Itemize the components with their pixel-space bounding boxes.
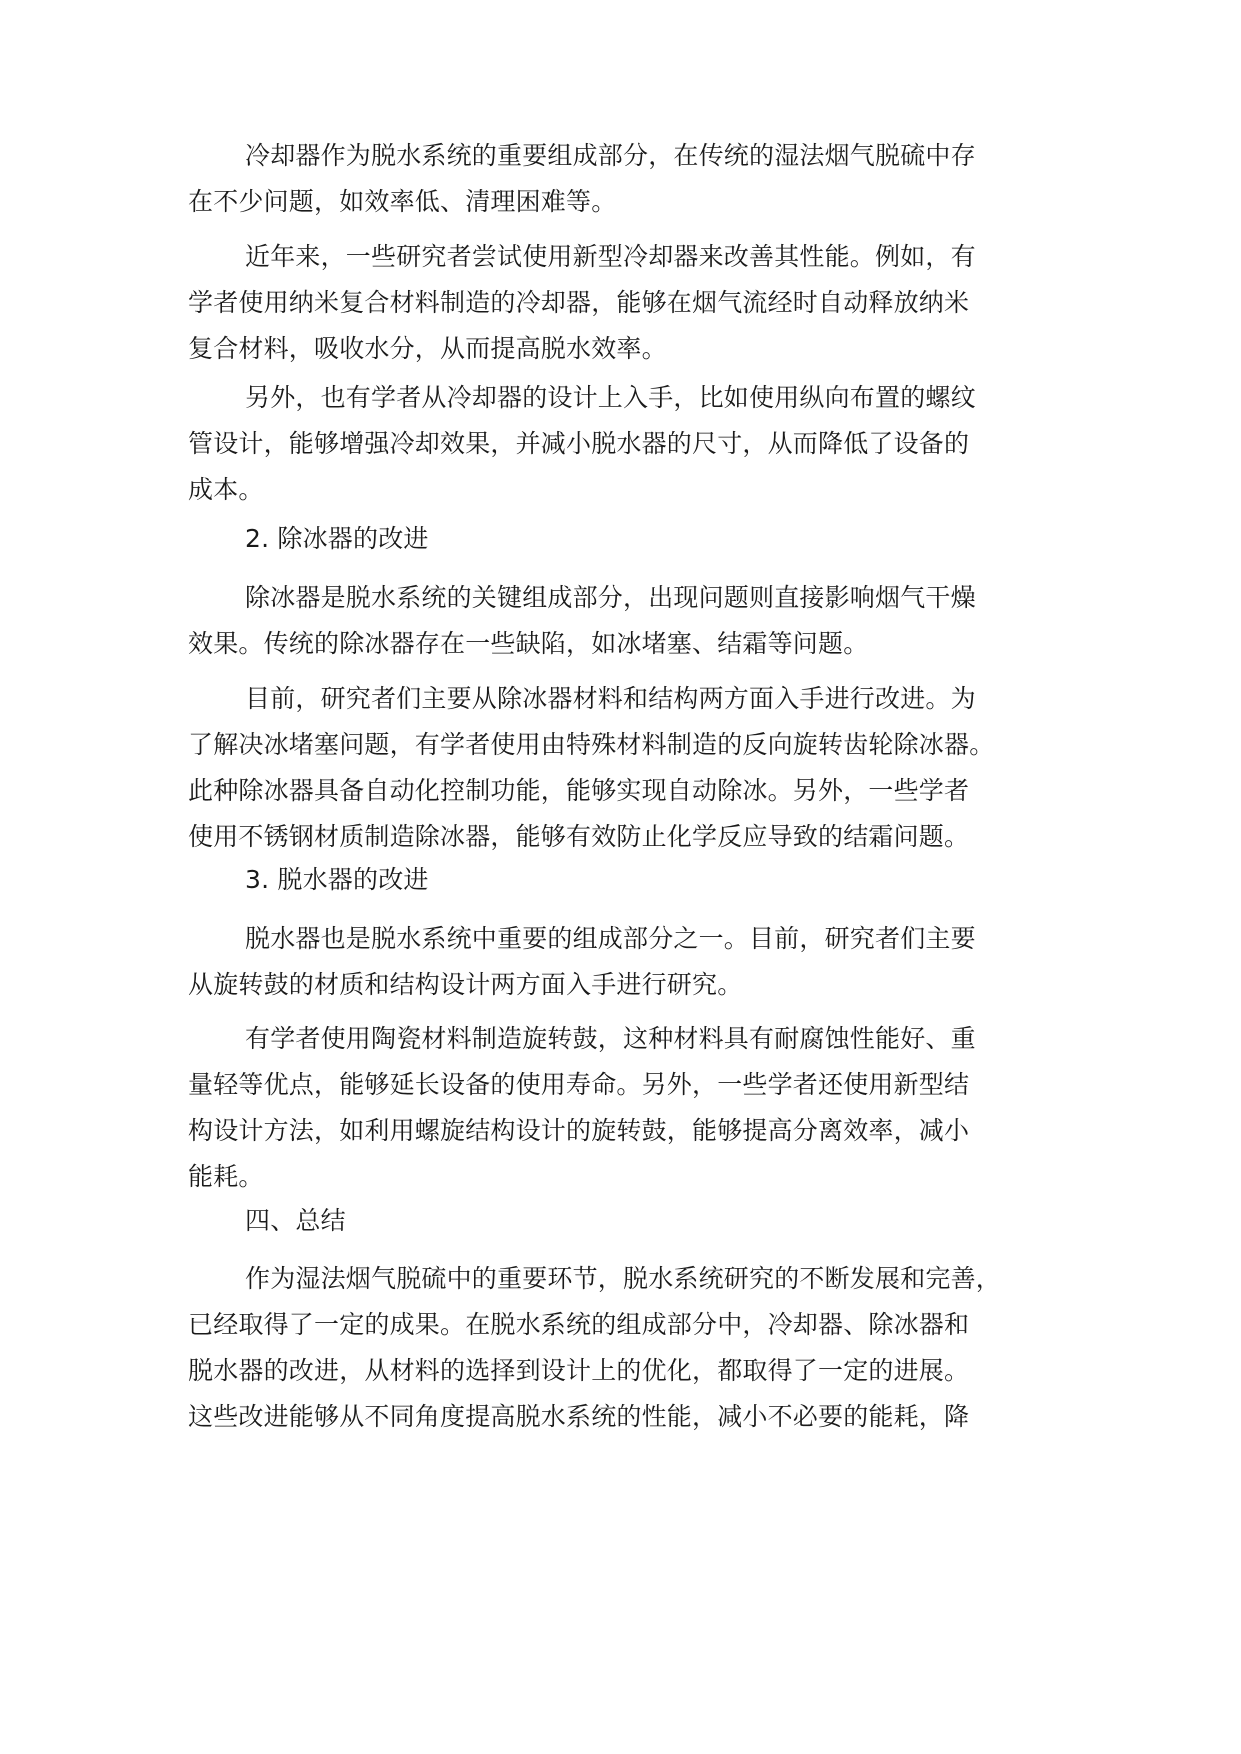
text-line: 这些改进能够从不同角度提高脱水系统的性能，减小不必要的能耗，降 (188, 1402, 970, 1431)
paragraph-cooler-design (188, 375, 1088, 513)
text-line: 近年来，一些研究者尝试使用新型冷却器来改善其性能。例如，有 (245, 242, 976, 271)
text-line: 除冰器是脱水系统的关键组成部分，出现问题则直接影响烟气干燥 (245, 583, 976, 612)
text-line: 从旋转鼓的材质和结构设计两方面入手进行研究。 (188, 970, 743, 999)
section-heading: 2. 除冰器的改进 (245, 524, 429, 553)
section-heading: 3. 脱水器的改进 (245, 865, 429, 894)
text-line: 此种除冰器具备自动化控制功能，能够实现自动除冰。另外，一些学者 (188, 776, 970, 805)
text-line: 另外，也有学者从冷却器的设计上入手，比如使用纵向布置的螺纹 (245, 383, 976, 412)
paragraph-dehydrator-intro (188, 916, 1088, 1008)
heading-summary (188, 1198, 1088, 1244)
text-line: 能耗。 (188, 1162, 264, 1191)
paragraph-cooler-intro (188, 133, 1088, 225)
paragraph-dehydrator-ceramic (188, 1016, 1088, 1200)
text-line: 构设计方法，如利用螺旋结构设计的旋转鼓，能够提高分离效率，减小 (188, 1116, 970, 1145)
text-line: 复合材料，吸收水分，从而提高脱水效率。 (188, 334, 667, 363)
text-line: 作为湿法烟气脱硫中的重要环节，脱水系统研究的不断发展和完善， (245, 1264, 1002, 1293)
heading-dehydrator (188, 857, 1088, 903)
text-line: 量轻等优点，能够延长设备的使用寿命。另外，一些学者还使用新型结 (188, 1070, 970, 1099)
paragraph-cooler-nano (188, 234, 1088, 372)
text-line: 学者使用纳米复合材料制造的冷却器，能够在烟气流经时自动释放纳米 (188, 288, 970, 317)
text-line: 成本。 (188, 475, 264, 504)
section-heading: 四、总结 (245, 1206, 346, 1235)
text-line: 有学者使用陶瓷材料制造旋转鼓，这种材料具有耐腐蚀性能好、重 (245, 1024, 976, 1053)
text-line: 管设计，能够增强冷却效果，并减小脱水器的尺寸，从而降低了设备的 (188, 429, 970, 458)
text-line: 效果。传统的除冰器存在一些缺陷，如冰堵塞、结霜等问题。 (188, 629, 869, 658)
text-line: 脱水器的改进，从材料的选择到设计上的优化，都取得了一定的进展。 (188, 1356, 970, 1385)
text-line: 目前，研究者们主要从除冰器材料和结构两方面入手进行改进。为 (245, 684, 976, 713)
text-line: 脱水器也是脱水系统中重要的组成部分之一。目前，研究者们主要 (245, 924, 976, 953)
paragraph-summary (188, 1256, 1088, 1440)
text-line: 已经取得了一定的成果。在脱水系统的组成部分中，冷却器、除冰器和 (188, 1310, 970, 1339)
text-line: 冷却器作为脱水系统的重要组成部分，在传统的湿法烟气脱硫中存 (245, 141, 976, 170)
text-line: 使用不锈钢材质制造除冰器，能够有效防止化学反应导致的结霜问题。 (188, 822, 970, 851)
heading-deicer (188, 516, 1088, 562)
text-line: 了解决冰堵塞问题，有学者使用由特殊材料制造的反向旋转齿轮除冰器。 (188, 730, 995, 759)
paragraph-deicer-intro (188, 575, 1088, 667)
text-line: 在不少问题，如效率低、清理困难等。 (188, 187, 617, 216)
paragraph-deicer-improve (188, 676, 1088, 860)
